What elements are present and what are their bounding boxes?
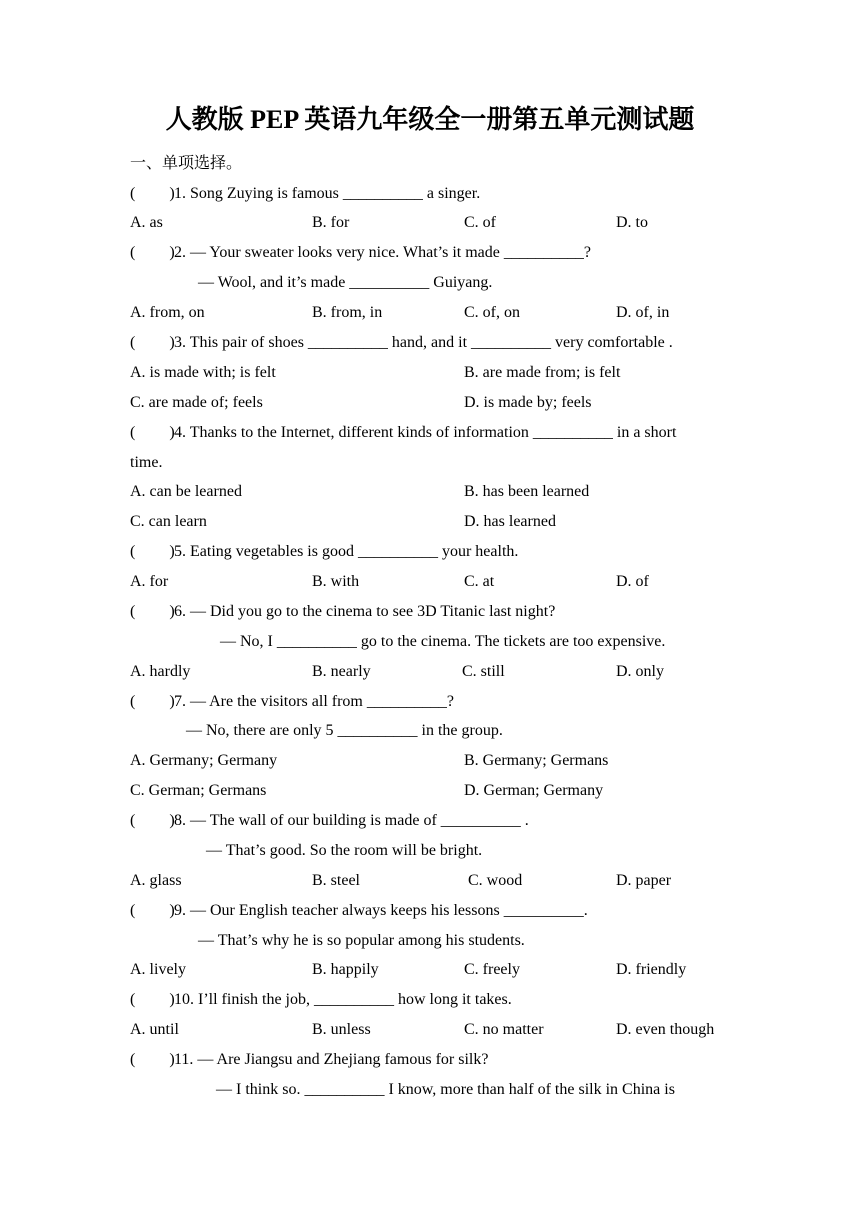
option-b: B. has been learned (464, 483, 590, 500)
option-d: D. has learned (464, 513, 556, 530)
question-stem: 3. This pair of shoes __________ hand, and it __________ very comfortable . (174, 334, 673, 351)
option-b: B. nearly (312, 663, 371, 680)
option-a: A. Germany; Germany (130, 752, 278, 769)
answer-blank[interactable]: ( ) (130, 1051, 175, 1068)
question-stem-continued: time. (130, 454, 163, 471)
question-10 (130, 985, 512, 1015)
option-d: D. of (616, 573, 649, 590)
option-c: C. of, on (464, 304, 520, 321)
page-title: 人教版 PEP 英语九年级全一册第五单元测试题 (165, 105, 695, 134)
option-d: D. German; Germany (464, 782, 604, 799)
question-reply: — That’s good. So the room will be bright. (206, 842, 483, 859)
question-5 (130, 537, 518, 567)
option-b: B. with (312, 573, 360, 590)
option-a: A. for (130, 573, 169, 590)
question-stem: 9. — Our English teacher always keeps his lessons __________. (174, 902, 588, 919)
answer-blank[interactable]: ( ) (130, 334, 175, 351)
question-8 (130, 806, 529, 836)
answer-blank[interactable]: ( ) (130, 185, 175, 202)
option-c: C. at (464, 573, 495, 590)
option-d: D. of, in (616, 304, 670, 321)
question-reply: — No, there are only 5 __________ in the group. (186, 722, 503, 739)
question-stem: 8. — The wall of our building is made of __________ . (174, 812, 529, 829)
option-a: A. lively (130, 961, 186, 978)
option-c: C. still (462, 663, 505, 680)
answer-blank[interactable]: ( ) (130, 603, 175, 620)
question-reply: — No, I __________ go to the cinema. The tickets are too expensive. (220, 633, 666, 650)
question-stem: 2. — Your sweater looks very nice. What’s it made __________? (174, 244, 591, 261)
option-c: C. freely (464, 961, 520, 978)
option-b: B. are made from; is felt (464, 364, 621, 381)
section-heading: 一、单项选择。 (130, 153, 243, 172)
answer-blank[interactable]: ( ) (130, 991, 175, 1008)
option-d: D. friendly (616, 961, 687, 978)
option-d: D. to (616, 214, 648, 231)
option-b: B. from, in (312, 304, 383, 321)
answer-blank[interactable]: ( ) (130, 424, 175, 441)
question-3 (130, 328, 673, 358)
answer-blank[interactable]: ( ) (130, 244, 175, 261)
option-c: C. are made of; feels (130, 394, 263, 411)
question-6 (130, 597, 555, 627)
option-d: D. paper (616, 872, 672, 889)
question-reply: — I think so. __________ I know, more than half of the silk in China is (216, 1081, 675, 1098)
option-b: B. unless (312, 1021, 371, 1038)
question-stem: 4. Thanks to the Internet, different kinds of information __________ in a short (174, 424, 677, 441)
option-c: C. no matter (464, 1021, 544, 1038)
option-a: A. hardly (130, 663, 191, 680)
option-b: B. steel (312, 872, 360, 889)
option-b: B. happily (312, 961, 379, 978)
option-b: B. for (312, 214, 350, 231)
option-c: C. German; Germans (130, 782, 267, 799)
option-d: D. even though (616, 1021, 715, 1038)
question-stem: 5. Eating vegetables is good __________ your health. (174, 543, 519, 560)
question-stem: 11. — Are Jiangsu and Zhejiang famous for silk? (174, 1051, 489, 1068)
question-stem: 6. — Did you go to the cinema to see 3D Titanic last night? (174, 603, 556, 620)
option-a: A. as (130, 214, 163, 231)
question-9 (130, 896, 588, 926)
question-reply: — Wool, and it’s made __________ Guiyang. (198, 274, 493, 291)
option-c: C. can learn (130, 513, 207, 530)
option-a: A. is made with; is felt (130, 364, 276, 381)
answer-blank[interactable]: ( ) (130, 543, 175, 560)
option-a: A. glass (130, 872, 182, 889)
question-2 (130, 238, 591, 268)
option-d: D. is made by; feels (464, 394, 592, 411)
option-b: B. Germany; Germans (464, 752, 609, 769)
question-stem: 10. I’ll finish the job, __________ how long it takes. (174, 991, 512, 1008)
answer-blank[interactable]: ( ) (130, 693, 175, 710)
answer-blank[interactable]: ( ) (130, 902, 175, 919)
option-a: A. from, on (130, 304, 205, 321)
question-stem: 1. Song Zuying is famous __________ a singer. (174, 185, 481, 202)
option-c: C. wood (468, 872, 523, 889)
question-stem: 7. — Are the visitors all from __________? (174, 693, 454, 710)
option-a: A. can be learned (130, 483, 242, 500)
option-a: A. until (130, 1021, 179, 1038)
option-c: C. of (464, 214, 496, 231)
question-reply: — That’s why he is so popular among his students. (198, 932, 525, 949)
question-11 (130, 1045, 488, 1075)
question-7 (130, 687, 454, 717)
question-4 (130, 418, 676, 448)
option-d: D. only (616, 663, 664, 680)
answer-blank[interactable]: ( ) (130, 812, 175, 829)
question-1 (130, 179, 480, 209)
